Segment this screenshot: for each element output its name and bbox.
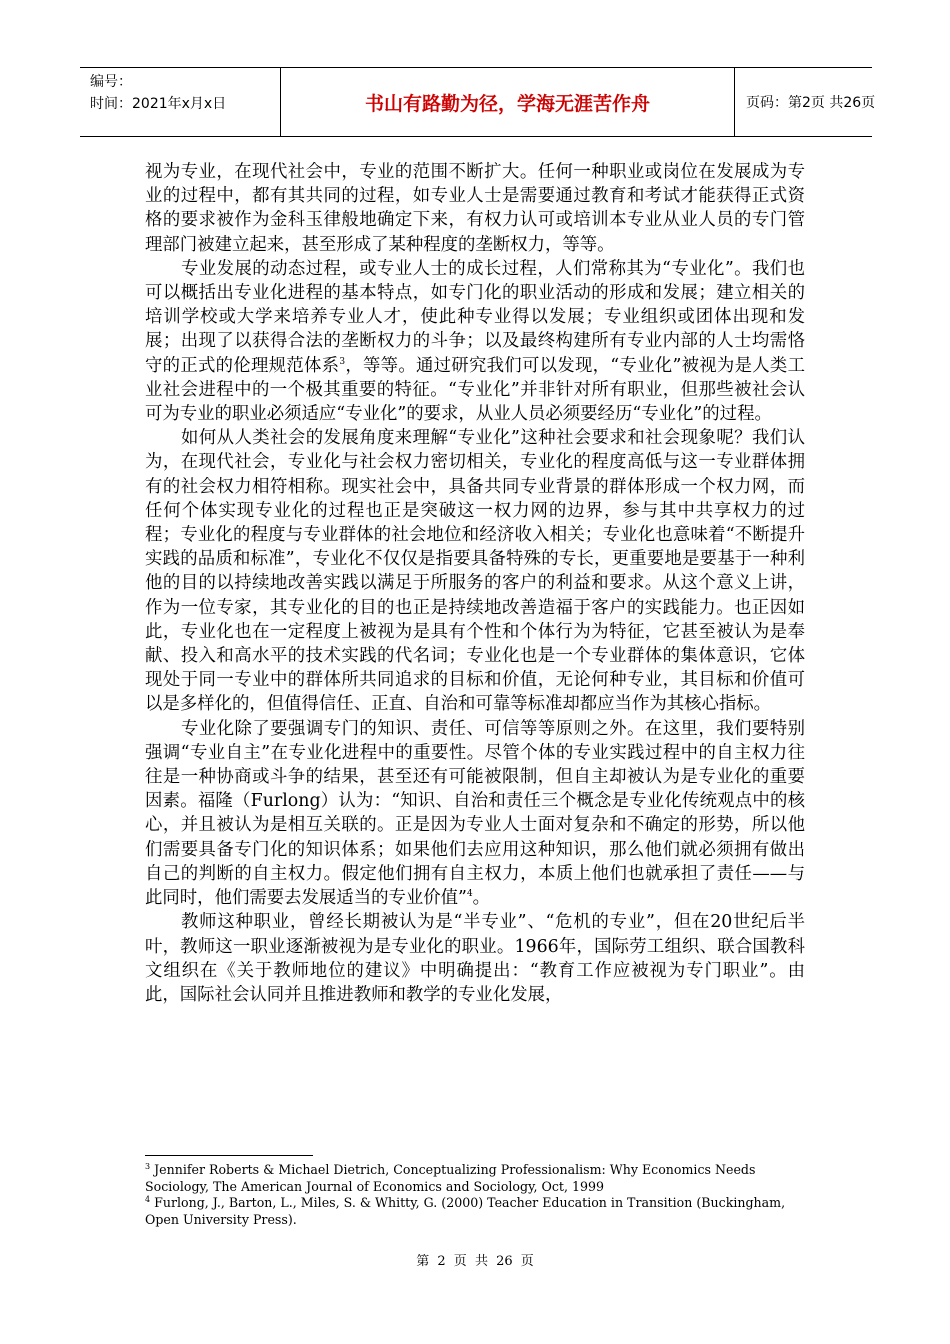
paragraph-4-text-b: 。 [472, 888, 491, 909]
footnote-4-text: Furlong, J., Barton, L., Miles, S. & Whitty, G. (2000) Teacher Education in Transition (Buckingham, Open University Press). [145, 1195, 786, 1227]
footer-di: 第 [416, 1254, 430, 1269]
page-header [80, 67, 876, 137]
header-motto: 书山有路勤为径，学海无涯苦作舟 [280, 68, 735, 136]
footnote-4-number: 4 [145, 1194, 151, 1204]
header-meta [80, 68, 280, 136]
footnote-divider [145, 1155, 313, 1156]
paragraph-2 [145, 257, 805, 426]
paragraph-4 [145, 717, 805, 911]
footnote-ref-3[interactable]: 3 [339, 356, 346, 367]
footnote-3 [145, 1162, 805, 1195]
paragraph-2-text-a: 专业发展的动态过程，或专业人士的成长过程，人们常称其为“专业化”。我们也可以概括出专业化进程的基本特点，如专门化的职业活动的形成和发展；建立相关的培训学校或大学来培养专业人才，使此种专业得以发展；专业组织或团体出现和发展；出现了以获得合法的垄断权力的斗争；以及最终构建所有专业内部的人士均需恪守的正式的伦理规范体系 [145, 258, 805, 376]
paragraph-4-text-a: 专业化除了要强调专门的知识、责任、可信等等原则之外。在这里，我们要特别强调“专业自主”在专业化进程中的重要性。尽管个体的专业实践过程中的自主权力往往是一种协商或斗争的结果，甚至还有可能被限制，但自主却被认为是专业化的重要因素。福隆（Furlong）认为：“知识、自治和责任三个概念是专业化传统观点中的核心，并且被认为是相互关联的。正是因为专业人士面对复杂和不确定的形势，所以他们需要具备专门化的知识体系；如果他们去应用这种知识，那么他们就必须拥有做出自己的判断的自主权力。假定他们拥有自主权力，本质上他们也就承担了责任——与此同时，他们需要去发展适当的专业价值” [145, 718, 805, 909]
page-footer [0, 1250, 950, 1269]
footer-ye: 页 [453, 1254, 467, 1269]
footnote-4 [145, 1195, 805, 1228]
footer-gong: 共 [474, 1254, 488, 1269]
header-page-info: 页码：第2页 共26页 [746, 95, 876, 111]
footnote-ref-4[interactable]: 4 [466, 889, 473, 900]
footnotes [145, 1162, 805, 1228]
document-body [145, 160, 805, 1007]
paragraph-1: 视为专业，在现代社会中，专业的范围不断扩大。任何一种职业或岗位在发展成为专业的过程中，都有其共同的过程，如专业人士是需要通过教育和考试才能获得正式资格的要求被作为金科玉律般地确定下来，有权力认可或培训本专业从业人员的专门管理部门被建立起来，甚至形成了某种程度的垄断权力，等等。 [145, 162, 805, 255]
document-time-label: 时间：2021年x月x日 [90, 96, 227, 112]
paragraph-3: 如何从人类社会的发展角度来理解“专业化”这种社会要求和社会现象呢？我们认为，在现代社会，专业化与社会权力密切相关，专业化的程度高低与这一专业群体拥有的社会权力相符相称。现实社会中，具备共同专业背景的群体形成一个权力网，而任何个体实现专业化的过程也正是突破这一权力网的边界，参与其中共享权力的过程；专业化的程度与专业群体的社会地位和经济收入相关；专业化也意味着“不断提升实践的品质和标准”，专业化不仅仅是指要具备特殊的专长，更重要地是要基于一种利他的目的以持续地改善实践以满足于所服务的客户的利益和要求。从这个意义上讲，作为一位专家，其专业化的目的也正是持续地改善造福于客户的实践能力。也正因如此，专业化也在一定程度上被视为是具有个性和个体行为为特征，它甚至被认为是奉献、投入和高水平的技术实践的代名词；专业化也是一个专业群体的集体意识，它体现处于同一专业中的群体所共同追求的目标和价值，无论何种专业，其目标和价值可以是多样化的，但值得信任、正直、自治和可靠等标准却都应当作为其核心指标。 [145, 428, 805, 715]
footer-ye-2: 页 [520, 1254, 534, 1269]
footnote-3-text: Jennifer Roberts & Michael Dietrich, Conceptualizing Professionalism: Why Economics Needs Sociology, The American Journal of Economics and Sociology, Oct, 1999 [145, 1162, 756, 1194]
footnote-3-number: 3 [145, 1161, 151, 1171]
paragraph-5: 教师这种职业，曾经长期被认为是“半专业”、“危机的专业”，但在20世纪后半叶，教师这一职业逐渐被视为是专业化的职业。1966年，国际劳工组织、联合国教科文组织在《关于教师地位的建议》中明确提出：“教育工作应被视为专门职业”。由此，国际社会认同并且推进教师和教学的专业化发展， [145, 912, 805, 1005]
document-code-label: 编号： [90, 74, 132, 90]
footer-total-pages: 26 [496, 1254, 513, 1269]
paragraph-2-text-b: ，等等。通过研究我们可以发现，“专业化”被视为是人类工业社会进程中的一个极其重要的特征。“专业化”并非针对所有职业，但那些被社会认可为专业的职业必须适应“专业化”的要求，从业人员必须要经历“专业化”的过程。 [145, 355, 805, 425]
footer-page-number: 2 [437, 1254, 446, 1269]
